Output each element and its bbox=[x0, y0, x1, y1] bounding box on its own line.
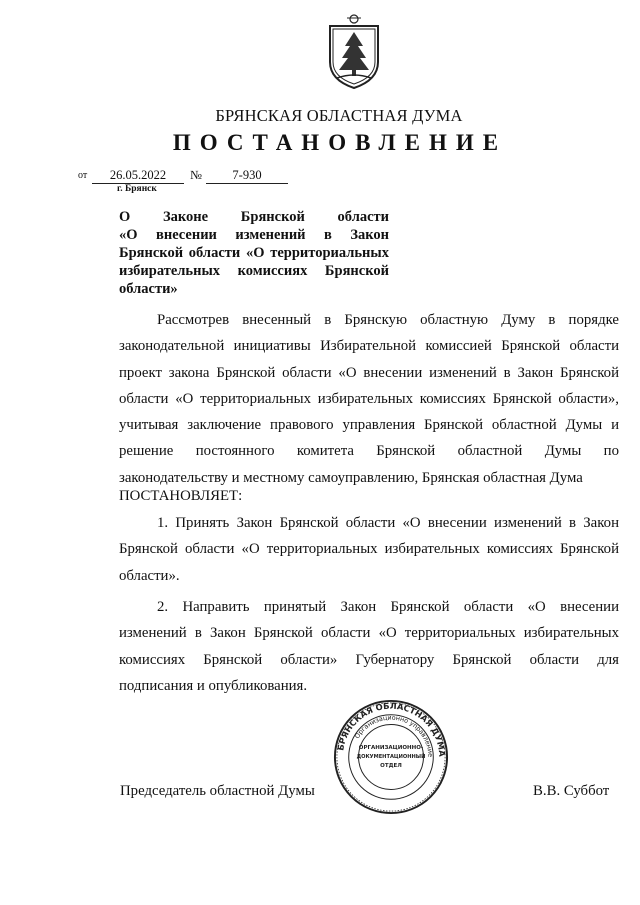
signatory-position: Председатель областной Думы bbox=[120, 783, 315, 799]
stamp-center-line: ОТДЕЛ bbox=[380, 762, 402, 769]
preamble-paragraph bbox=[119, 307, 619, 491]
subject-line: области» bbox=[119, 281, 178, 297]
text-line: области «О территориальных избирательных комиссиях Брянской области», bbox=[119, 390, 619, 407]
document-subject bbox=[119, 208, 389, 298]
text-line: учитывая заключение правового управления Брянской областной Думы и bbox=[119, 417, 619, 434]
document-date: 26.05.2022 bbox=[92, 168, 184, 184]
stamp-outer-text: БРЯНСКАЯ ОБЛАСТНАЯ ДУМА bbox=[335, 700, 448, 757]
signatory-name: В.В. Суббот bbox=[533, 783, 610, 799]
subject-line: «О внесении изменений в Закон bbox=[119, 227, 389, 243]
official-stamp bbox=[332, 698, 450, 816]
text-line: комиссиях Брянской области» Губернатору Брянской области для bbox=[119, 651, 619, 668]
text-line: законодательству и местному самоуправлению, Брянская областная Дума bbox=[119, 469, 583, 486]
text-line: подписания и опубликования. bbox=[119, 677, 308, 694]
text-line: 1. Принять Закон Брянской области «О внесении изменений в Закон bbox=[157, 515, 619, 531]
text-line: проект закона Брянской области «О внесении изменений в Закон Брянской bbox=[119, 364, 619, 381]
clause-2 bbox=[119, 594, 619, 699]
text-line: 2. Направить принятый Закон Брянской области «О внесении bbox=[157, 599, 619, 615]
subject-line: Брянской области «О территориальных bbox=[119, 245, 389, 261]
date-prefix: от bbox=[78, 170, 88, 181]
document-number: 7-930 bbox=[206, 168, 288, 184]
decree-word: ПОСТАНОВЛЯЕТ: bbox=[119, 488, 243, 504]
subject-line: избирательных комиссиях Брянской bbox=[119, 263, 389, 279]
text-line: решение постоянного комитета Брянской областной Думы по bbox=[119, 443, 619, 460]
clause-1 bbox=[119, 510, 619, 589]
bryansk-coat-of-arms-icon bbox=[325, 12, 383, 90]
subject-line: О Законе Брянской области bbox=[119, 209, 389, 225]
text-line: изменений в Закон Брянской области «О территориальных избирательных bbox=[119, 625, 619, 642]
stamp-center-line: ДОКУМЕНТАЦИОННЫЙ bbox=[356, 753, 426, 760]
number-label: № bbox=[190, 168, 202, 182]
stamp-center-line: ОРГАНИЗАЦИОННО- bbox=[358, 745, 424, 752]
text-line: Рассмотрев внесенный в Брянскую областную Думу в порядке bbox=[157, 312, 619, 328]
stamp-inner-text: Организационно управление bbox=[353, 713, 435, 758]
text-line: Брянской области «О территориальных избирательных комиссиях Брянской bbox=[119, 541, 619, 558]
document-type: ПОСТАНОВЛЕНИЕ bbox=[172, 130, 508, 155]
city: г. Брянск bbox=[117, 184, 157, 194]
organization-name: БРЯНСКАЯ ОБЛАСТНАЯ ДУМА bbox=[215, 106, 463, 125]
text-line: законодательной инициативы Избирательной комиссией Брянской области bbox=[119, 338, 619, 355]
text-line: области». bbox=[119, 567, 180, 584]
